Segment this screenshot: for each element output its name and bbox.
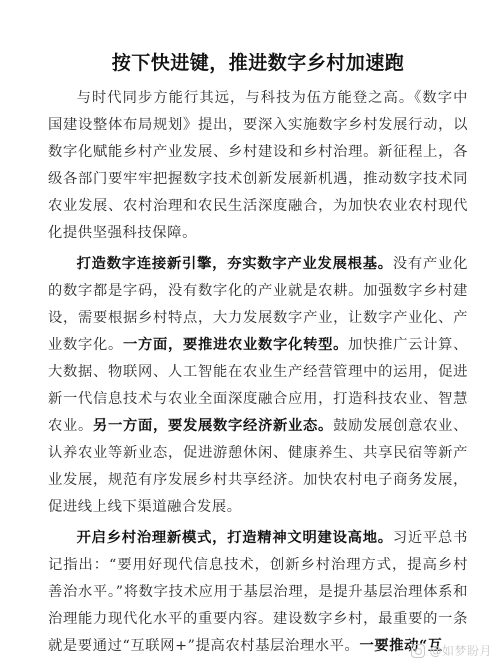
paragraph-intro [48, 85, 468, 247]
emphasis-text: 一要推动“互 [359, 638, 443, 654]
paragraph-intro-text: 与时代同步方能行其远，与科技为伍方能登之高。《数字中国建设整体布局规划》提出，要深入实施数字乡村发展行动，以数字化赋能乡村产业发展、乡村建设和乡村治理。新征程上，各级各部门要牢牢把握数字技术创新发展新机遇，推动数字技术同农业发展、农村治理和农民生活深度融合，为加快农业农村现代化提供坚强科技保障。 [48, 90, 468, 241]
watermark-text: @如梦盼月 [429, 644, 492, 658]
paragraph-digital-industry [48, 251, 468, 521]
paragraph-rural-governance [48, 525, 468, 660]
paragraph-lead-heading: 开启乡村治理新模式，打造精神文明建设高地。 [76, 530, 393, 546]
paragraph-text: 加快推广云计算、大数据、物联网、人工智能在农业生产经营管理中的运用，促进新一代信息技术与农业全面深度融合应用，打造科技农业、智慧农业。 [48, 337, 469, 434]
paragraph-text: 没有产业化的数字都是字码，没有数字化的产业就是农耕。加强数字乡村建设，需要根据乡村特点，大力发展数字产业，让数字产业化、产业数字化。 [48, 256, 468, 353]
emphasis-text: 一方面，要推进农业数字化转型。 [123, 337, 349, 353]
zhihu-logo-icon [411, 644, 425, 658]
paragraph-text: 鼓励发展创意农业、认养农业等新业态，促进游憩休闲、健康养生、共享民宿等新产业发展，规范有序发展乡村共享经济。加快农村电子商务发展，促进线上线下渠道融合发展。 [48, 418, 468, 515]
paragraph-lead-heading: 打造数字连接新引擎，夯实数字产业发展根基。 [76, 256, 393, 272]
watermark [411, 642, 492, 659]
article-title: 按下快进键，推进数字乡村加速跑 [111, 52, 405, 74]
emphasis-text: 另一方面，要发展数字经济新业态。 [93, 418, 334, 434]
paragraph-text: 习近平总书记指出：“要用好现代信息技术，创新乡村治理方式，提高乡村善治水平。”将数字技术应用于基层治理，是提升基层治理体系和治理能力现代化水平的重要内容。建设数字乡村，最重要的一条就是要通过“互联网+”提高农村基层治理水平。 [48, 530, 468, 654]
